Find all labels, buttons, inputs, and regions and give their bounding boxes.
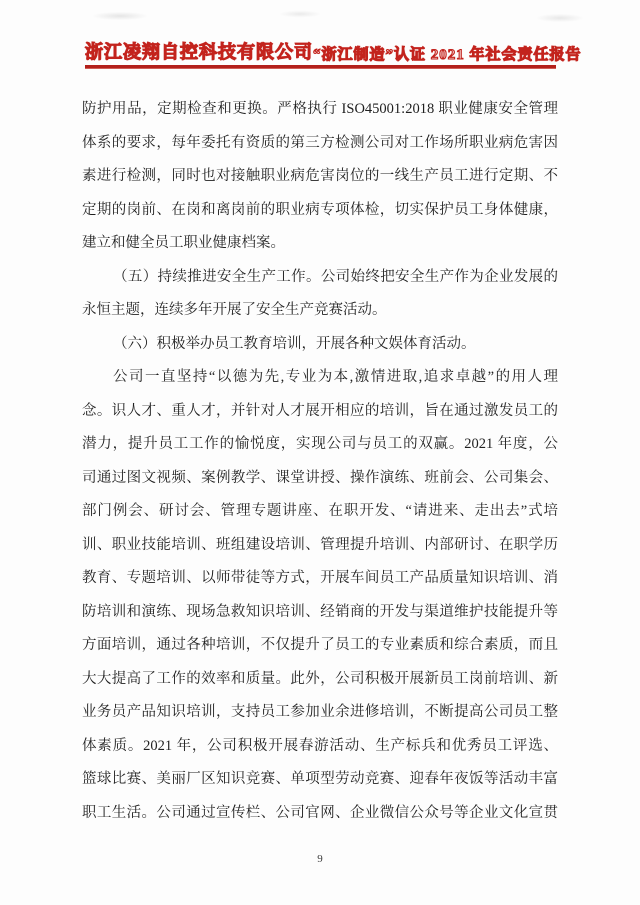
body-text-line: 业务员产品知识培训，支持员工参加业余进修培训，不断提高公司员工整 bbox=[82, 704, 558, 720]
body-text-line: 公司一直坚持“以德为先,专业为本,激情进取,追求卓越”的用人理 bbox=[113, 369, 558, 385]
body-text-line: 篮球比赛、美丽厂区知识竞赛、单项型劳动竞赛、迎春年夜饭等活动丰富 bbox=[82, 771, 558, 787]
body-text-line: 部门例会、研讨会、管理专题讲座、在职开发、“请进来、走出去”式培 bbox=[82, 503, 558, 519]
header-divider-line bbox=[85, 65, 556, 69]
body-text-line: 念。识人才、重人才，并针对人才展开相应的培训，旨在通过激发员工的 bbox=[82, 402, 558, 419]
body-text-line: （五）持续推进安全生产工作。公司始终把安全生产作为企业发展的 bbox=[113, 268, 558, 285]
body-text-line: 素进行检测，同时也对接触职业病危害岗位的一线生产员工进行定期、不 bbox=[82, 168, 558, 184]
body-text-line: 定期的岗前、在岗和离岗前的职业病专项体检，切实保护员工身体健康， bbox=[82, 201, 558, 218]
body-text-line: （六）积极举办员工教育培训，开展各种文娱体育活动。 bbox=[113, 335, 476, 352]
body-text-line: 建立和健全员工职业健康档案。 bbox=[82, 235, 285, 251]
page-number: 9 bbox=[317, 853, 323, 865]
body-text-line: 体素质。2021 年，公司积极开展春游活动、生产标兵和优秀员工评选、 bbox=[82, 737, 558, 754]
body-text-line: 大大提高了工作的效率和质量。此外，公司积极开展新员工岗前培训、新 bbox=[82, 670, 558, 687]
body-text-line: 职工生活。公司通过宣传栏、公司官网、企业微信公众号等企业文化宣贯 bbox=[82, 804, 558, 821]
body-text-line: 潜力，提升员工工作的愉悦度，实现公司与员工的双赢。2021 年度，公 bbox=[82, 436, 558, 452]
header-company-name: 浙江凌翔自控科技有限公司 bbox=[85, 42, 313, 62]
page-footer bbox=[0, 853, 640, 865]
scan-artifacts bbox=[0, 6, 640, 28]
header-report-title: “浙江制造”认证 2021 年社会责任报告 bbox=[313, 47, 582, 63]
body-text-line: 教育、专题培训、以师带徒等方式，开展车间员工产品质量知识培训、消 bbox=[82, 570, 558, 586]
body-text-line: 体系的要求，每年委托有资质的第三方检测公司对工作场所职业病危害因 bbox=[82, 134, 558, 151]
body-text-line: 训、职业技能培训、班组建设培训、管理提升培训、内部研讨、在职学历 bbox=[82, 536, 558, 553]
body-text-line: 防护用品，定期检查和更换。严格执行 ISO45001:2018 职业健康安全管理 bbox=[82, 101, 558, 117]
body-text-line: 防培训和演练、现场急救知识培训、经销商的开发与渠道维护技能提升等 bbox=[82, 603, 558, 620]
body-text-line: 永恒主题，连续多年开展了安全生产竞赛活动。 bbox=[82, 302, 387, 318]
body-text-line: 方面培训，通过各种培训，不仅提升了员工的专业素质和综合素质，而且 bbox=[82, 637, 558, 653]
page-header bbox=[85, 38, 582, 64]
document-body-text bbox=[82, 93, 558, 830]
body-text-line: 司通过图文视频、案例教学、课堂讲授、操作演练、班前会、公司集会、 bbox=[82, 469, 558, 486]
